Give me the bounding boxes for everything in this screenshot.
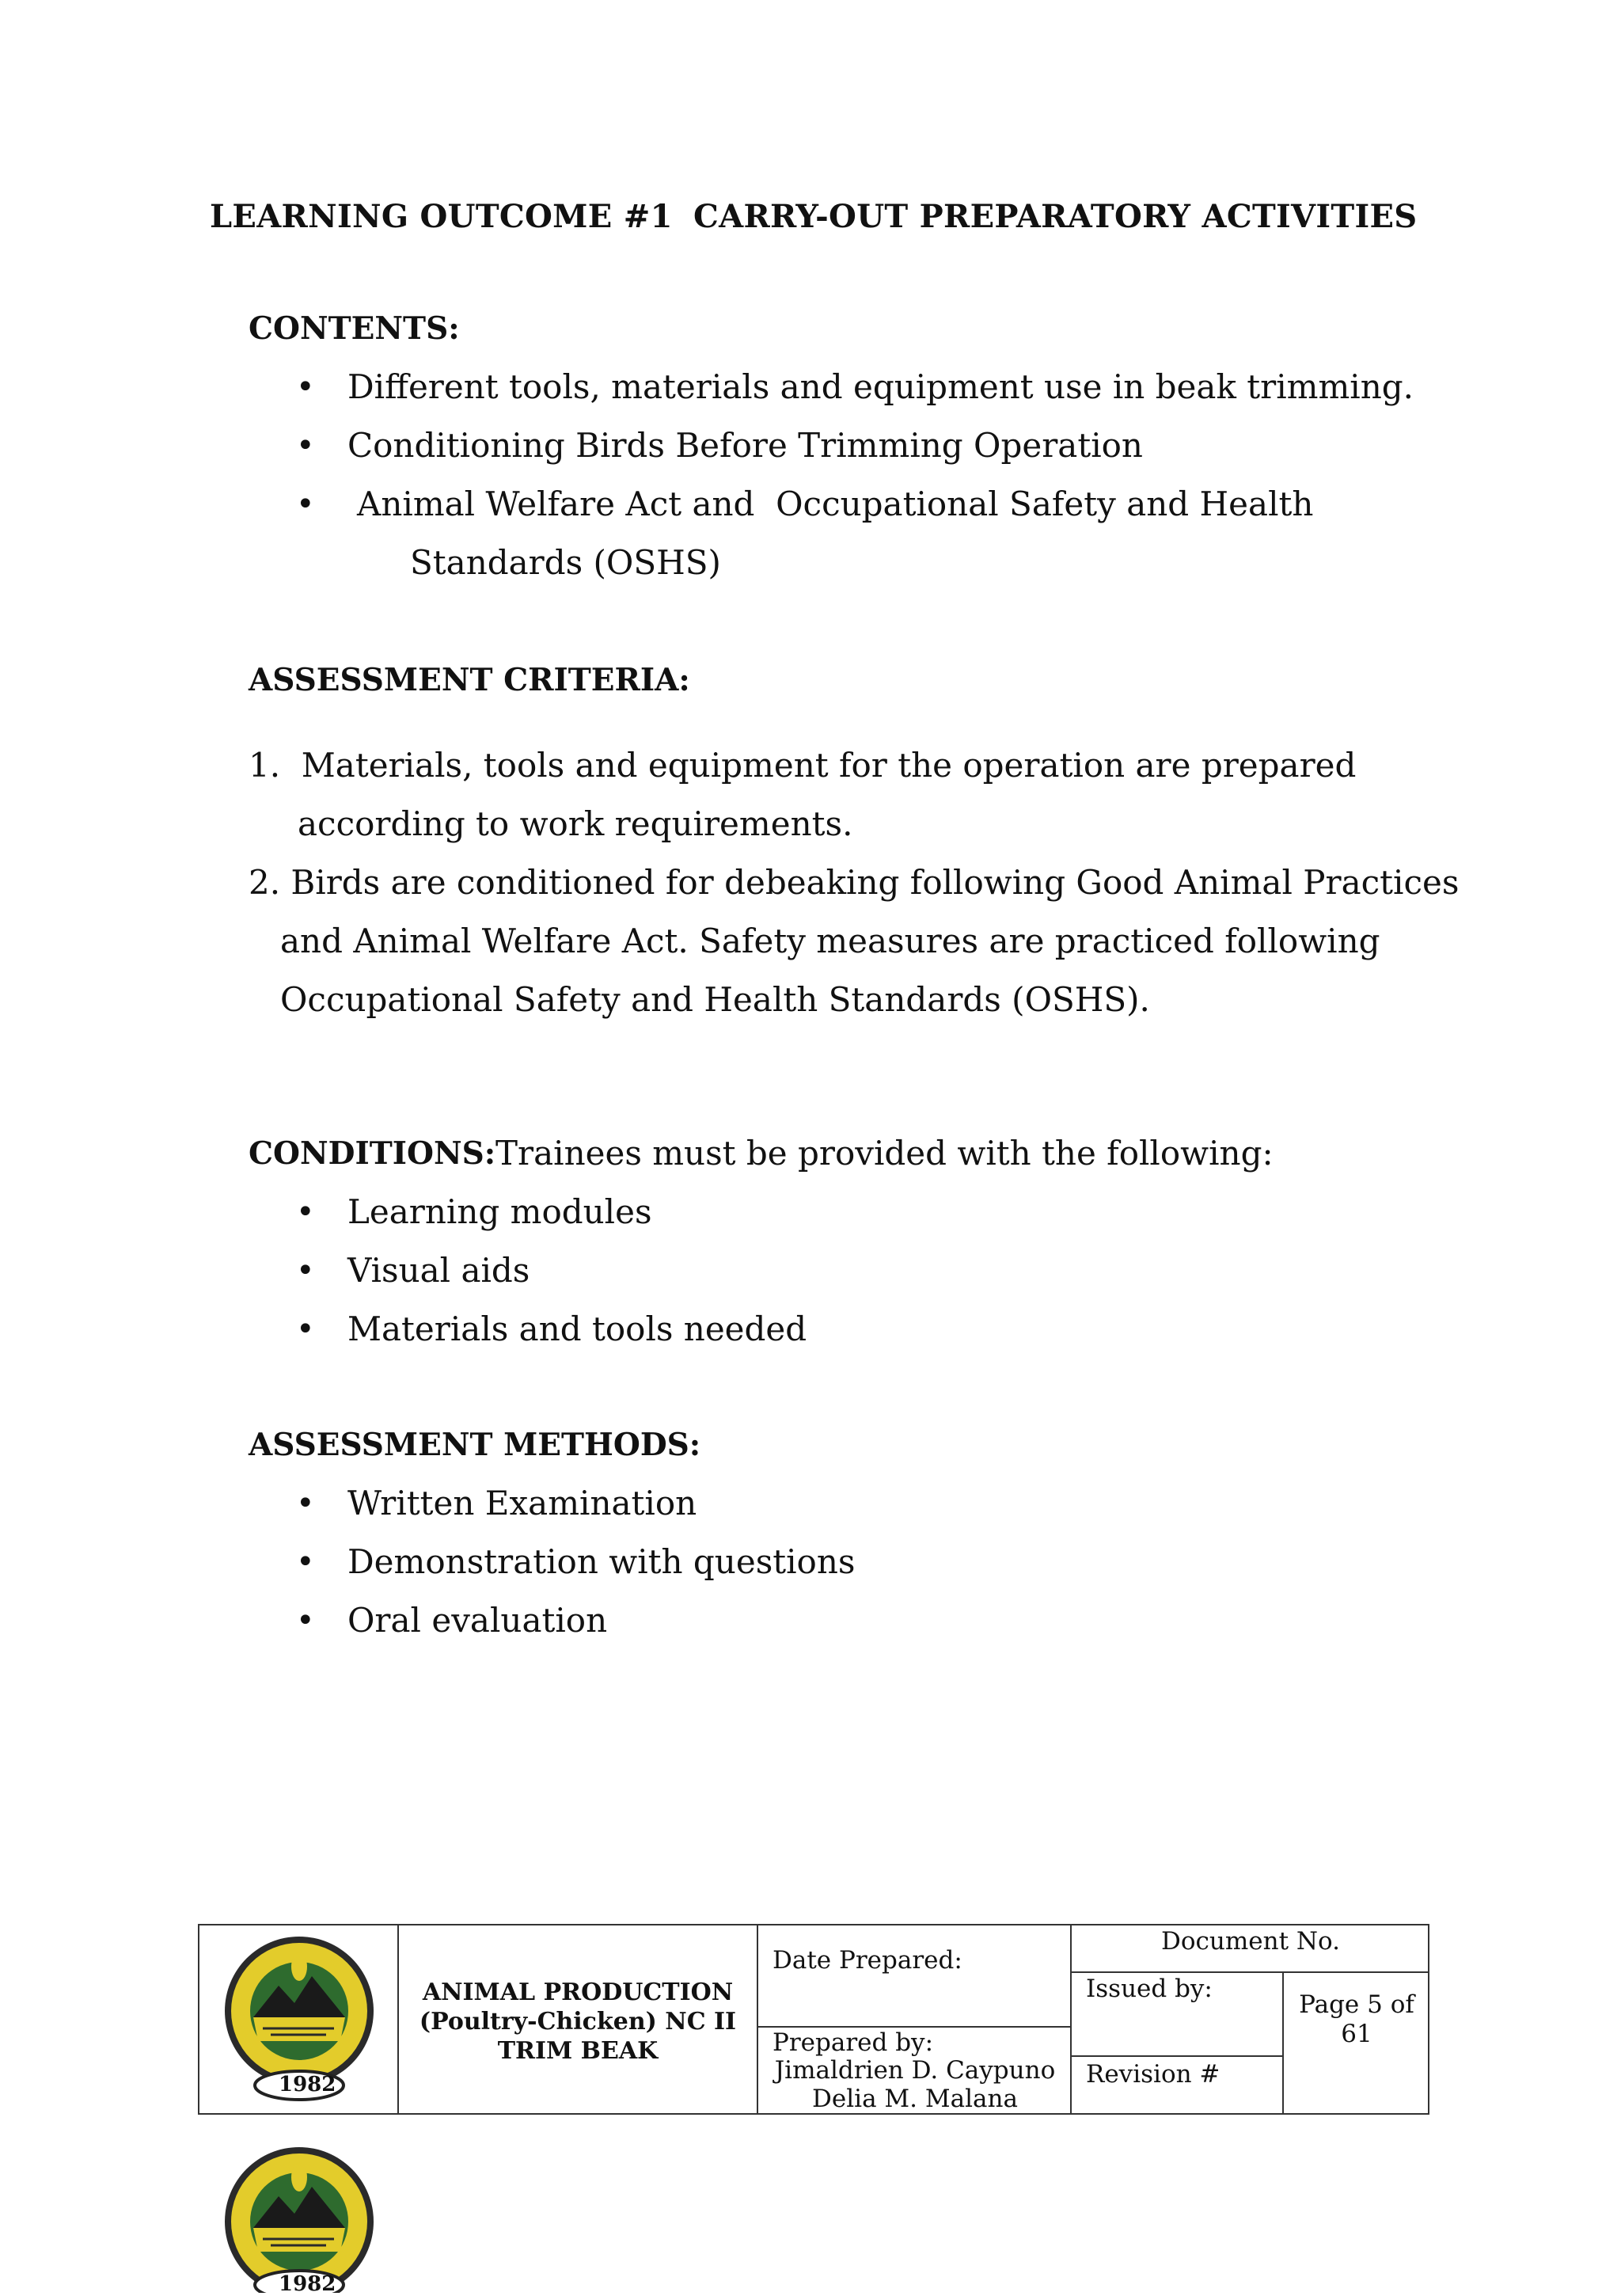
criteria-line: 1. Materials, tools and equipment for the operation are prepared bbox=[249, 746, 1357, 785]
conditions-item: Learning modules bbox=[347, 1192, 652, 1231]
contents-item: Different tools, materials and equipment use in beak trimming. bbox=[347, 367, 1414, 406]
revision-label: Revision # bbox=[1086, 2060, 1220, 2089]
conditions-intro: Trainees must be provided with the following: bbox=[495, 1134, 1274, 1173]
logo-year: 1982 bbox=[279, 2073, 336, 2096]
criteria-line: and Animal Welfare Act. Safety measures are practiced following bbox=[280, 922, 1380, 960]
module-title: TRIM BEAK bbox=[497, 2037, 659, 2065]
document-no-label: Document No. bbox=[1161, 1927, 1340, 1956]
bullet-icon: • bbox=[296, 369, 315, 405]
contents-item: Animal Welfare Act and Occupational Safety and Health bbox=[357, 485, 1314, 523]
issued-by-label: Issued by: bbox=[1086, 1975, 1213, 2003]
bullet-icon: • bbox=[296, 1311, 315, 1348]
criteria-line: Occupational Safety and Health Standards (OSHS). bbox=[280, 980, 1150, 1019]
criteria-line: according to work requirements. bbox=[298, 804, 853, 843]
school-seal-logo-bottom bbox=[215, 2144, 383, 2296]
logo-year: 1982 bbox=[279, 2272, 336, 2296]
course-subtitle: (Poultry-Chicken) NC II bbox=[419, 2008, 737, 2036]
contents-item: Conditioning Birds Before Trimming Operation bbox=[347, 426, 1143, 465]
preparer-name: Delia M. Malana bbox=[812, 2085, 1018, 2113]
bullet-icon: • bbox=[296, 1544, 315, 1580]
bullet-icon: • bbox=[296, 1602, 315, 1639]
methods-item: Written Examination bbox=[347, 1484, 697, 1522]
bullet-icon: • bbox=[296, 1485, 315, 1522]
learning-outcome-label: LEARNING OUTCOME #1 bbox=[210, 198, 673, 235]
course-title: ANIMAL PRODUCTION bbox=[422, 1979, 734, 2006]
preparer-name: Jimaldrien D. Caypuno bbox=[774, 2056, 1056, 2085]
page-number bbox=[1284, 1990, 1429, 2049]
bullet-icon: • bbox=[296, 428, 315, 464]
date-prepared-label: Date Prepared: bbox=[773, 1946, 962, 1975]
school-seal-logo bbox=[215, 1930, 383, 2109]
criteria-line: 2. Birds are conditioned for debeaking following Good Animal Practices bbox=[249, 863, 1460, 902]
methods-item: Demonstration with questions bbox=[347, 1542, 856, 1581]
page-total: 61 bbox=[1341, 2020, 1372, 2048]
conditions-item: Visual aids bbox=[347, 1251, 530, 1290]
contents-item-continued: Standards (OSHS) bbox=[410, 543, 721, 582]
methods-item: Oral evaluation bbox=[347, 1601, 608, 1640]
document-footer-table bbox=[198, 1924, 1429, 2115]
page-of-label: Page 5 of bbox=[1299, 1990, 1414, 2019]
bullet-icon: • bbox=[296, 1194, 315, 1230]
assessment-methods-heading: ASSESSMENT METHODS: bbox=[249, 1427, 701, 1463]
assessment-criteria-heading: ASSESSMENT CRITERIA: bbox=[249, 662, 690, 698]
learning-outcome-title: CARRY-OUT PREPARATORY ACTIVITIES bbox=[693, 198, 1418, 235]
contents-heading: CONTENTS: bbox=[249, 310, 460, 347]
conditions-heading: CONDITIONS: bbox=[249, 1135, 496, 1172]
bullet-icon: • bbox=[296, 1253, 315, 1289]
conditions-item: Materials and tools needed bbox=[347, 1310, 807, 1348]
prepared-by-label: Prepared by: bbox=[773, 2028, 934, 2057]
bullet-icon: • bbox=[296, 486, 315, 523]
